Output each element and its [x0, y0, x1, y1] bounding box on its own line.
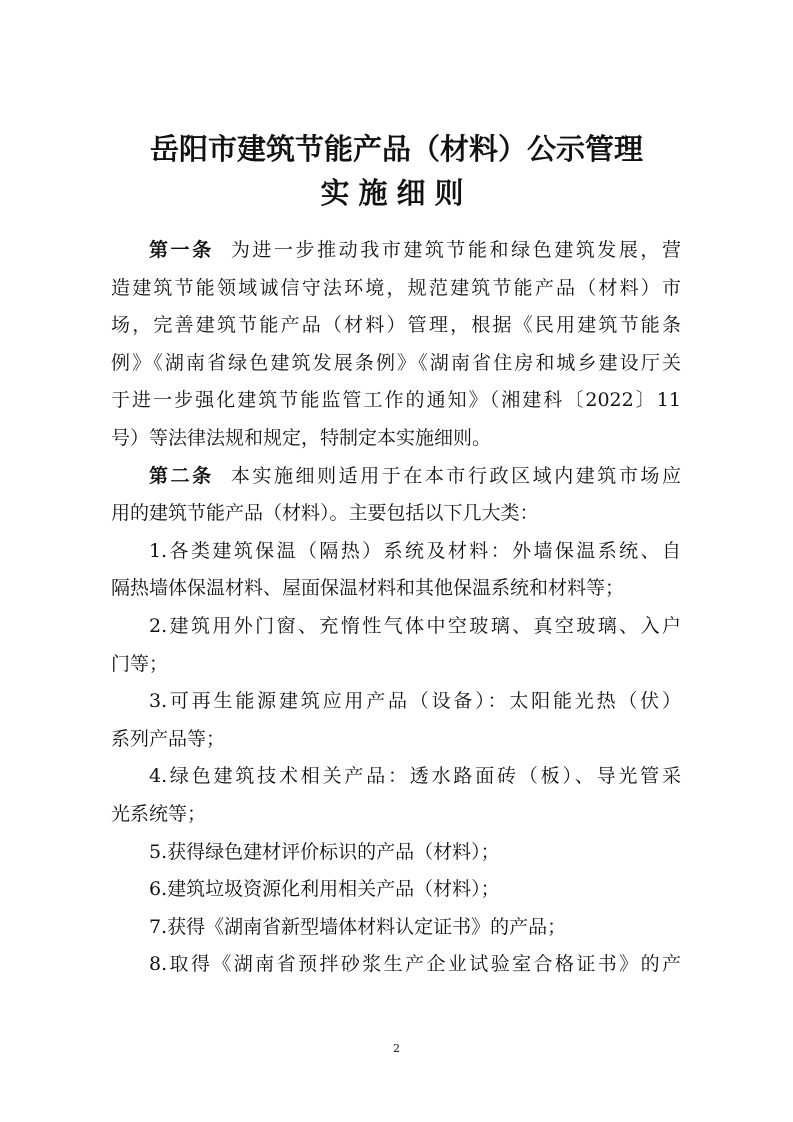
list-item-6: 6.建筑垃圾资源化利用相关产品（材料）； — [149, 878, 500, 901]
page-number: 2 — [393, 1042, 400, 1055]
article-1-line-4: 例》《湖南省绿色建筑发展条例》《湖南省住房和城乡建设厅关 — [111, 351, 681, 374]
article-2-text: 本实施细则适用于在本市行政区域内建筑市场应 — [230, 464, 681, 487]
list-item-8: 8.取得《湖南省预拌砂浆生产企业试验室合格证书》的产 — [149, 953, 681, 976]
title-line-1: 岳阳市建筑节能产品（材料）公示管理 — [149, 132, 643, 166]
item-list — [111, 533, 681, 984]
article-1 — [111, 232, 681, 458]
list-item-5: 5.获得绿色建材评价标识的产品（材料）； — [149, 840, 500, 863]
document-title — [0, 128, 793, 216]
list-item-2-line-1: 2.建筑用外门窗、充惰性气体中空玻璃、真空玻璃、入户 — [149, 614, 681, 637]
article-1-text: 为进一步推动我市建筑节能和绿色建筑发展，营 — [230, 239, 681, 261]
list-item-1-line-1: 1.各类建筑保温（隔热）系统及材料：外墙保温系统、自 — [149, 539, 681, 562]
list-item-4-line-1: 4.绿色建筑技术相关产品：透水路面砖（板）、导光管采 — [149, 765, 681, 788]
article-1-line-3: 场，完善建筑节能产品（材料）管理，根据《民用建筑节能条 — [111, 314, 681, 337]
article-2 — [111, 458, 681, 533]
document-body — [111, 232, 681, 984]
title-line-2: 实施细则 — [320, 176, 473, 210]
list-item-3-line-1: 3.可再生能源建筑应用产品（设备）：太阳能光热（伏） — [149, 690, 681, 713]
list-item-1-line-2: 隔热墙体保温材料、屋面保温材料和其他保温系统和材料等； — [111, 577, 625, 600]
article-1-line-6: 号）等法律法规和规定，特制定本实施细则。 — [111, 426, 492, 449]
article-2-heading: 第二条 — [149, 464, 214, 487]
article-2-line-2: 用的建筑节能产品（材料）。主要包括以下几大类： — [111, 502, 539, 525]
article-1-line-2: 造建筑节能领域诚信守法环境，规范建筑节能产品（材料）市 — [111, 276, 681, 299]
list-item-4-line-2: 光系统等； — [111, 802, 207, 825]
list-item-2-line-2: 门等； — [111, 652, 169, 675]
article-1-heading: 第一条 — [149, 239, 214, 261]
article-1-line-1 — [111, 232, 681, 270]
list-item-7: 7.获得《湖南省新型墙体材料认定证书》的产品； — [149, 915, 567, 938]
list-item-3-line-2: 系列产品等； — [111, 727, 226, 750]
article-2-line-1 — [111, 458, 681, 496]
article-1-line-5: 于进一步强化建筑节能监管工作的通知》（湘建科〔2022〕11 — [111, 389, 681, 412]
